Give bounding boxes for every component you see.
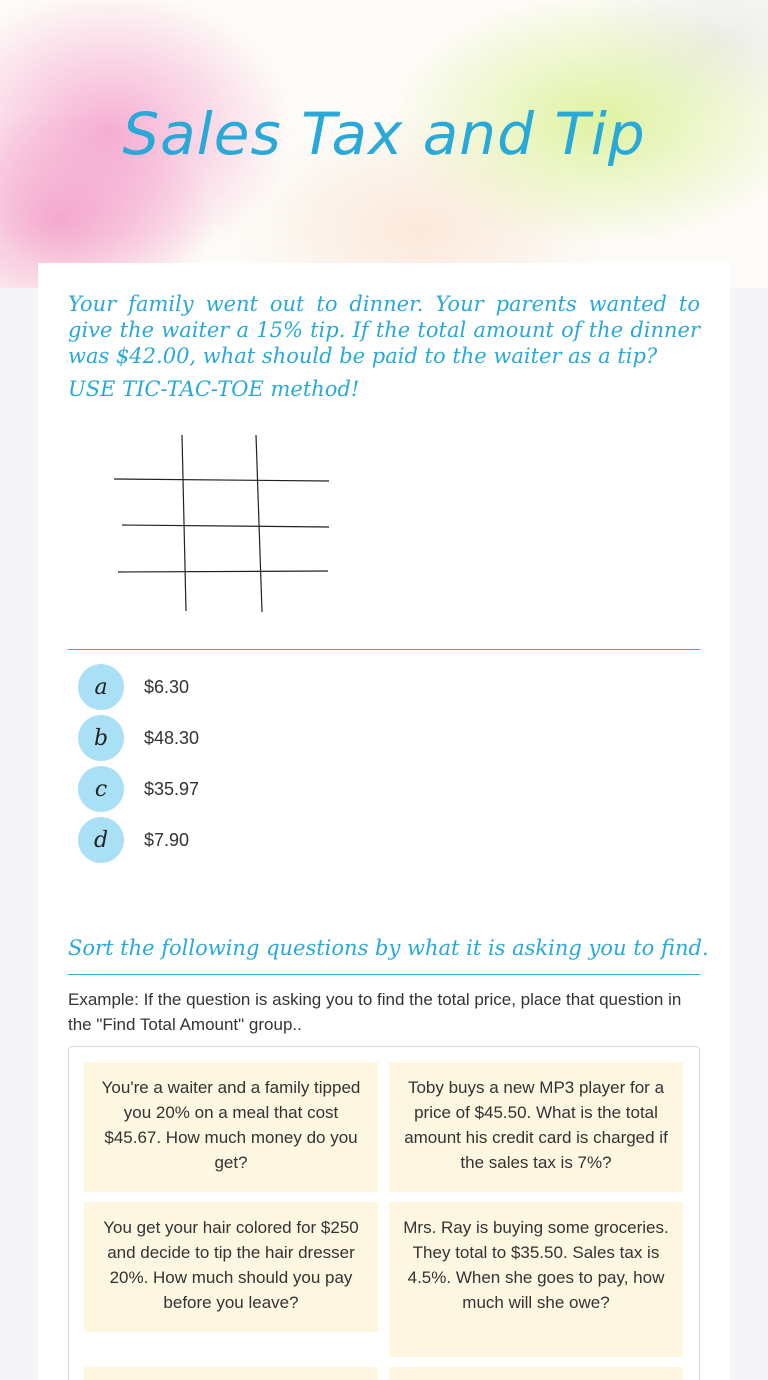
worksheet-card xyxy=(38,263,730,1380)
choice-text: $35.97 xyxy=(144,778,200,799)
tic-tac-toe-grid-image xyxy=(108,431,338,616)
choice-text: $48.30 xyxy=(144,727,200,748)
sort-item[interactable]: You get your hair colored for $250 and decide to tip the hair dresser 20%. How much should you pay before you leave? xyxy=(84,1202,378,1332)
choice-b[interactable] xyxy=(78,715,199,761)
choice-text: $6.30 xyxy=(144,676,190,697)
choice-c[interactable] xyxy=(78,766,199,812)
question-2-prompt: Sort the following questions by what it is asking you to find. xyxy=(68,936,709,960)
sort-item[interactable]: Toby buys a new MP3 player for a price of $45.50. What is the total amount his credit card is charged if the sales tax is 7%? xyxy=(389,1062,683,1192)
choice-letter-bubble: d xyxy=(78,817,124,863)
divider xyxy=(68,974,700,975)
sort-item[interactable]: Mrs. Ray is buying some groceries. They total to $35.50. Sales tax is 4.5%. When she goes to pay, how much will she owe? xyxy=(389,1202,683,1357)
choice-d[interactable] xyxy=(78,817,189,863)
page-title: Sales Tax and Tip xyxy=(122,100,646,168)
sort-items-area xyxy=(68,1046,700,1380)
divider xyxy=(68,649,700,650)
sort-item-partial[interactable] xyxy=(84,1367,378,1380)
sort-item-partial[interactable] xyxy=(389,1367,683,1380)
choice-letter-bubble: a xyxy=(78,664,124,710)
choice-text: $7.90 xyxy=(144,829,190,850)
sort-item[interactable]: You're a waiter and a family tipped you 20% on a meal that cost $45.67. How much money do you get? xyxy=(84,1062,378,1192)
question-1-text: Your family went out to dinner. Your parents wanted to give the waiter a 15% tip. If the total amount of the dinner was $42.00, what should be paid to the waiter as a tip? xyxy=(68,292,700,368)
question-1-instruction: USE TIC-TAC-TOE method! xyxy=(68,377,360,401)
choice-a[interactable] xyxy=(78,664,189,710)
choice-letter-bubble: c xyxy=(78,766,124,812)
choice-letter-bubble: b xyxy=(78,715,124,761)
header-banner xyxy=(0,0,768,288)
question-2-example: Example: If the question is asking you to find the total price, place that question in the "Find Total Amount" group.. xyxy=(68,990,682,1034)
